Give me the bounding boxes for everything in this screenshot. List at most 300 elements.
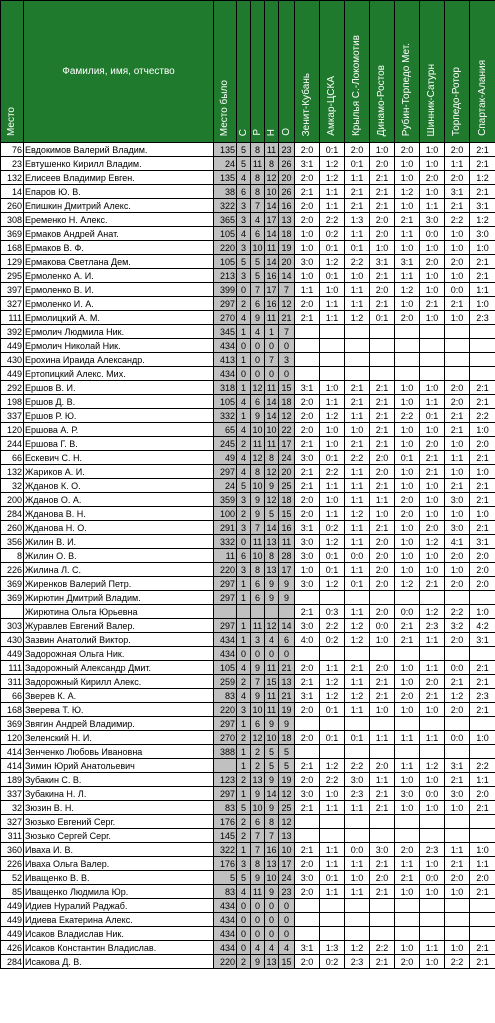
cell-prediction[interactable]: 1:0 bbox=[395, 563, 420, 577]
cell-prediction[interactable] bbox=[345, 591, 370, 605]
cell-prediction[interactable]: 1:0 bbox=[395, 521, 420, 535]
cell-prediction[interactable]: 2:1 bbox=[295, 437, 320, 451]
cell-place-was[interactable]: 135 bbox=[214, 171, 237, 185]
cell-s[interactable]: 2 bbox=[237, 297, 251, 311]
cell-r[interactable]: 2 bbox=[251, 745, 265, 759]
cell-prediction[interactable] bbox=[295, 745, 320, 759]
cell-n[interactable]: 11 bbox=[265, 381, 279, 395]
cell-prediction[interactable] bbox=[395, 927, 420, 941]
cell-name[interactable]: Епишкин Дмитрий Алекс. bbox=[24, 199, 214, 213]
cell-name[interactable]: Епаров Ю. В. bbox=[24, 185, 214, 199]
cell-o[interactable]: 6 bbox=[279, 633, 295, 647]
cell-prediction[interactable]: 2:0 bbox=[470, 787, 495, 801]
cell-o[interactable]: 24 bbox=[279, 451, 295, 465]
cell-name[interactable]: Жиренков Валерий Петр. bbox=[24, 577, 214, 591]
cell-prediction[interactable]: 1:0 bbox=[295, 563, 320, 577]
cell-prediction[interactable]: 1:1 bbox=[445, 157, 470, 171]
cell-r[interactable]: 8 bbox=[251, 143, 265, 157]
cell-prediction[interactable]: 2:1 bbox=[295, 759, 320, 773]
cell-prediction[interactable]: 3:1 bbox=[295, 941, 320, 955]
cell-s[interactable]: 3 bbox=[237, 213, 251, 227]
cell-prediction[interactable] bbox=[295, 717, 320, 731]
cell-n[interactable]: 11 bbox=[265, 437, 279, 451]
cell-prediction[interactable]: 1:0 bbox=[420, 507, 445, 521]
cell-o[interactable]: 20 bbox=[279, 465, 295, 479]
cell-prediction[interactable]: 1:1 bbox=[320, 661, 345, 675]
cell-r[interactable]: 0 bbox=[251, 899, 265, 913]
cell-prediction[interactable]: 1:1 bbox=[320, 885, 345, 899]
cell-prediction[interactable] bbox=[395, 591, 420, 605]
cell-s[interactable]: 1 bbox=[237, 633, 251, 647]
cell-name[interactable]: Жданова В. Н. bbox=[24, 507, 214, 521]
cell-place[interactable]: 308 bbox=[1, 213, 24, 227]
cell-n[interactable] bbox=[265, 605, 279, 619]
cell-prediction[interactable]: 2:0 bbox=[470, 577, 495, 591]
cell-s[interactable]: 4 bbox=[237, 451, 251, 465]
cell-n[interactable]: 10 bbox=[266, 872, 277, 883]
cell-n[interactable]: 13 bbox=[266, 956, 277, 967]
cell-prediction[interactable]: 0:1 bbox=[320, 241, 345, 255]
cell-name[interactable]: Жилин В. И. bbox=[24, 535, 214, 549]
cell-name[interactable]: Зюзько Евгений Серг. bbox=[24, 815, 214, 829]
cell-place[interactable]: 449 bbox=[1, 367, 24, 381]
cell-prediction[interactable]: 3:0 bbox=[295, 255, 320, 269]
cell-prediction[interactable]: 2:2 bbox=[320, 213, 345, 227]
cell-r[interactable]: 10 bbox=[252, 704, 263, 715]
cell-r[interactable]: 9 bbox=[251, 507, 265, 521]
cell-prediction[interactable]: 2:1 bbox=[470, 143, 495, 157]
cell-prediction[interactable] bbox=[445, 717, 470, 731]
cell-prediction[interactable] bbox=[370, 745, 395, 759]
cell-o[interactable]: 17 bbox=[279, 437, 295, 451]
cell-prediction[interactable]: 2:0 bbox=[445, 255, 470, 269]
cell-prediction[interactable]: 2:0 bbox=[370, 605, 395, 619]
cell-prediction[interactable]: 2:1 bbox=[370, 409, 395, 423]
cell-r[interactable]: 4 bbox=[251, 213, 265, 227]
cell-place-was[interactable]: 297 bbox=[214, 717, 237, 731]
cell-r[interactable]: 9 bbox=[251, 871, 265, 885]
cell-prediction[interactable]: 2:1 bbox=[420, 297, 445, 311]
cell-place-was[interactable]: 365 bbox=[214, 213, 237, 227]
cell-prediction[interactable] bbox=[395, 353, 420, 367]
cell-prediction[interactable] bbox=[295, 927, 320, 941]
cell-place-was[interactable]: 434 bbox=[214, 899, 237, 913]
cell-prediction[interactable] bbox=[470, 717, 495, 731]
cell-o[interactable]: 13 bbox=[279, 829, 295, 843]
cell-prediction[interactable]: 2:1 bbox=[370, 955, 395, 969]
cell-prediction[interactable]: 2:1 bbox=[370, 479, 395, 493]
cell-n[interactable]: 0 bbox=[265, 899, 279, 913]
cell-n[interactable]: 0 bbox=[265, 647, 279, 661]
cell-place-was[interactable]: 220 bbox=[214, 241, 237, 255]
cell-prediction[interactable] bbox=[395, 913, 420, 927]
cell-r[interactable]: 0 bbox=[251, 927, 265, 941]
cell-s[interactable]: 3 bbox=[237, 703, 251, 717]
cell-r[interactable]: 11 bbox=[251, 535, 265, 549]
cell-prediction[interactable] bbox=[320, 899, 345, 913]
cell-prediction[interactable]: 1:0 bbox=[295, 269, 320, 283]
cell-prediction[interactable] bbox=[445, 339, 470, 353]
cell-name[interactable]: Ермаков В. Ф. bbox=[24, 241, 214, 255]
cell-s[interactable]: 2 bbox=[237, 829, 251, 843]
cell-o[interactable]: 12 bbox=[279, 409, 295, 423]
cell-prediction[interactable]: 0:0 bbox=[445, 283, 470, 297]
cell-prediction[interactable]: 3:1 bbox=[445, 185, 470, 199]
cell-name[interactable]: Ертопицкий Алекс. Мих. bbox=[24, 367, 214, 381]
cell-prediction[interactable]: 2:1 bbox=[345, 381, 370, 395]
cell-prediction[interactable]: 2:1 bbox=[445, 199, 470, 213]
cell-prediction[interactable]: 1:1 bbox=[345, 563, 370, 577]
cell-prediction[interactable]: 2:1 bbox=[470, 885, 495, 899]
cell-prediction[interactable] bbox=[420, 913, 445, 927]
cell-prediction[interactable]: 2:1 bbox=[445, 773, 470, 787]
cell-prediction[interactable]: 2:1 bbox=[470, 157, 495, 171]
cell-place[interactable]: 360 bbox=[1, 843, 24, 857]
cell-prediction[interactable]: 2:0 bbox=[370, 577, 395, 591]
cell-n[interactable]: 14 bbox=[266, 410, 277, 421]
cell-o[interactable]: 18 bbox=[279, 493, 295, 507]
cell-prediction[interactable]: 2:0 bbox=[395, 507, 420, 521]
cell-prediction[interactable] bbox=[420, 325, 445, 339]
cell-prediction[interactable]: 1:0 bbox=[395, 703, 420, 717]
cell-r[interactable]: 7 bbox=[251, 675, 265, 689]
cell-prediction[interactable] bbox=[320, 717, 345, 731]
cell-o[interactable]: 5 bbox=[279, 745, 295, 759]
cell-prediction[interactable]: 2:0 bbox=[395, 311, 420, 325]
cell-s[interactable]: 1 bbox=[237, 591, 251, 605]
cell-n[interactable]: 14 bbox=[266, 228, 277, 239]
cell-prediction[interactable]: 2:0 bbox=[295, 885, 320, 899]
cell-prediction[interactable]: 2:1 bbox=[445, 857, 470, 871]
cell-prediction[interactable]: 1:0 bbox=[395, 395, 420, 409]
cell-prediction[interactable]: 3:0 bbox=[295, 787, 320, 801]
cell-prediction[interactable]: 1:0 bbox=[420, 885, 445, 899]
cell-o[interactable]: 0 bbox=[279, 367, 295, 381]
cell-prediction[interactable] bbox=[445, 913, 470, 927]
cell-prediction[interactable]: 0:2 bbox=[320, 521, 345, 535]
cell-prediction[interactable]: 1:1 bbox=[320, 479, 345, 493]
cell-place-was[interactable]: 135 bbox=[214, 143, 237, 157]
cell-prediction[interactable]: 1:2 bbox=[320, 759, 345, 773]
cell-n[interactable]: 1 bbox=[265, 325, 279, 339]
cell-prediction[interactable]: 1:0 bbox=[470, 241, 495, 255]
cell-s[interactable]: 1 bbox=[237, 759, 251, 773]
cell-r[interactable]: 9 bbox=[251, 787, 265, 801]
cell-prediction[interactable]: 1:1 bbox=[345, 493, 370, 507]
cell-prediction[interactable]: 2:1 bbox=[470, 255, 495, 269]
cell-prediction[interactable]: 1:0 bbox=[420, 241, 445, 255]
cell-place-was[interactable]: 434 bbox=[214, 647, 237, 661]
cell-prediction[interactable]: 0:1 bbox=[320, 871, 345, 885]
cell-o[interactable]: 14 bbox=[279, 269, 295, 283]
cell-place[interactable]: 337 bbox=[1, 409, 24, 423]
cell-name[interactable]: Иващенко Людмила Юр. bbox=[24, 885, 214, 899]
cell-prediction[interactable]: 1:2 bbox=[345, 689, 370, 703]
cell-s[interactable]: 3 bbox=[237, 199, 251, 213]
cell-prediction[interactable]: 0:3 bbox=[320, 605, 345, 619]
cell-place[interactable]: 52 bbox=[1, 871, 24, 885]
cell-prediction[interactable] bbox=[445, 927, 470, 941]
cell-r[interactable]: 9 bbox=[251, 409, 265, 423]
cell-name[interactable]: Ермолич Николай Ник. bbox=[24, 339, 214, 353]
header-match-3[interactable]: Крылья С.-Локомотив bbox=[345, 1, 370, 143]
cell-o[interactable]: 26 bbox=[279, 157, 295, 171]
cell-s[interactable]: 4 bbox=[237, 885, 251, 899]
cell-place-was[interactable] bbox=[214, 605, 237, 619]
cell-prediction[interactable]: 1:0 bbox=[470, 297, 495, 311]
header-place[interactable]: Место bbox=[1, 1, 24, 143]
cell-prediction[interactable]: 2:0 bbox=[295, 773, 320, 787]
cell-s[interactable]: 0 bbox=[237, 941, 251, 955]
cell-prediction[interactable]: 2:1 bbox=[445, 675, 470, 689]
cell-o[interactable]: 0 bbox=[279, 339, 295, 353]
cell-prediction[interactable] bbox=[470, 367, 495, 381]
cell-o[interactable]: 13 bbox=[279, 675, 295, 689]
cell-s[interactable]: 4 bbox=[237, 227, 251, 241]
cell-s[interactable]: 5 bbox=[237, 871, 251, 885]
cell-place[interactable]: 449 bbox=[1, 899, 24, 913]
cell-prediction[interactable]: 2:0 bbox=[295, 507, 320, 521]
cell-prediction[interactable]: 1:2 bbox=[320, 535, 345, 549]
cell-prediction[interactable]: 3:0 bbox=[295, 619, 320, 633]
header-match-4[interactable]: Динамо-Ростов bbox=[370, 1, 395, 143]
cell-place[interactable]: 85 bbox=[1, 885, 24, 899]
cell-s[interactable]: 2 bbox=[237, 731, 251, 745]
cell-o[interactable]: 17 bbox=[279, 857, 295, 871]
cell-s[interactable]: 4 bbox=[237, 689, 251, 703]
cell-place-was[interactable]: 434 bbox=[214, 941, 237, 955]
cell-prediction[interactable]: 2:1 bbox=[295, 675, 320, 689]
cell-prediction[interactable]: 1:0 bbox=[420, 157, 445, 171]
cell-o[interactable]: 12 bbox=[279, 787, 295, 801]
cell-name[interactable]: Иващенко В. В. bbox=[24, 871, 214, 885]
cell-prediction[interactable] bbox=[345, 829, 370, 843]
cell-prediction[interactable] bbox=[320, 367, 345, 381]
cell-prediction[interactable]: 1:0 bbox=[295, 227, 320, 241]
cell-name[interactable]: Жирютина Ольга Юрьевна bbox=[24, 605, 214, 619]
cell-name[interactable]: Ермоленко И. А. bbox=[24, 297, 214, 311]
cell-prediction[interactable]: 1:2 bbox=[395, 577, 420, 591]
cell-r[interactable]: 0 bbox=[251, 353, 265, 367]
cell-place-was[interactable]: 434 bbox=[214, 927, 237, 941]
cell-prediction[interactable]: 1:1 bbox=[395, 759, 420, 773]
cell-n[interactable]: 11 bbox=[265, 241, 279, 255]
cell-prediction[interactable]: 1:0 bbox=[395, 675, 420, 689]
cell-s[interactable]: 6 bbox=[237, 185, 251, 199]
cell-o[interactable]: 21 bbox=[279, 311, 295, 325]
cell-n[interactable]: 9 bbox=[265, 591, 279, 605]
cell-n[interactable]: 16 bbox=[266, 298, 277, 309]
cell-n[interactable]: 11 bbox=[265, 661, 279, 675]
cell-prediction[interactable]: 2:1 bbox=[370, 675, 395, 689]
cell-s[interactable]: 5 bbox=[237, 479, 251, 493]
cell-r[interactable]: 9 bbox=[251, 689, 265, 703]
cell-prediction[interactable]: 2:1 bbox=[470, 395, 495, 409]
cell-r[interactable]: 6 bbox=[251, 815, 265, 829]
cell-s[interactable]: 0 bbox=[237, 339, 251, 353]
cell-n[interactable]: 13 bbox=[266, 858, 277, 869]
cell-r[interactable]: 6 bbox=[251, 297, 265, 311]
cell-place-was[interactable]: 176 bbox=[214, 815, 237, 829]
cell-prediction[interactable]: 1:0 bbox=[470, 605, 495, 619]
cell-place-was[interactable]: 220 bbox=[214, 563, 237, 577]
cell-prediction[interactable] bbox=[320, 829, 345, 843]
cell-place[interactable]: 449 bbox=[1, 913, 24, 927]
cell-n[interactable]: 17 bbox=[266, 214, 277, 225]
cell-prediction[interactable]: 1:1 bbox=[445, 451, 470, 465]
cell-place[interactable]: 426 bbox=[1, 941, 24, 955]
cell-place[interactable]: 369 bbox=[1, 591, 24, 605]
cell-prediction[interactable]: 3:1 bbox=[295, 521, 320, 535]
cell-name[interactable]: Идиев Нуралий Раджаб. bbox=[24, 899, 214, 913]
cell-prediction[interactable] bbox=[295, 899, 320, 913]
cell-prediction[interactable] bbox=[445, 353, 470, 367]
cell-n[interactable]: 13 bbox=[266, 536, 277, 547]
cell-prediction[interactable] bbox=[370, 829, 395, 843]
cell-place[interactable]: 120 bbox=[1, 423, 24, 437]
cell-prediction[interactable]: 1:1 bbox=[345, 283, 370, 297]
cell-prediction[interactable]: 1:2 bbox=[320, 689, 345, 703]
cell-name[interactable]: Ерохина Ираида Александр. bbox=[24, 353, 214, 367]
cell-prediction[interactable]: 3:1 bbox=[395, 255, 420, 269]
cell-prediction[interactable]: 2:1 bbox=[470, 703, 495, 717]
cell-place[interactable]: 189 bbox=[1, 773, 24, 787]
cell-prediction[interactable]: 1:0 bbox=[320, 283, 345, 297]
cell-prediction[interactable]: 1:0 bbox=[445, 507, 470, 521]
cell-prediction[interactable]: 1:0 bbox=[470, 465, 495, 479]
cell-s[interactable]: 4 bbox=[237, 661, 251, 675]
cell-n[interactable]: 5 bbox=[265, 745, 279, 759]
cell-prediction[interactable] bbox=[370, 717, 395, 731]
cell-prediction[interactable]: 0:1 bbox=[320, 143, 345, 157]
cell-prediction[interactable]: 3:0 bbox=[445, 787, 470, 801]
cell-name[interactable]: Ермоленко В. И. bbox=[24, 283, 214, 297]
cell-place-was[interactable]: 83 bbox=[214, 801, 237, 815]
cell-prediction[interactable]: 2:1 bbox=[420, 689, 445, 703]
cell-o[interactable]: 14 bbox=[279, 619, 295, 633]
header-match-5[interactable]: Рубин-Торпедо Мет. bbox=[395, 1, 420, 143]
cell-s[interactable]: 2 bbox=[237, 507, 251, 521]
cell-prediction[interactable]: 0:0 bbox=[345, 549, 370, 563]
cell-prediction[interactable]: 1:0 bbox=[420, 143, 445, 157]
cell-r[interactable]: 0 bbox=[251, 913, 265, 927]
cell-prediction[interactable]: 1:1 bbox=[370, 773, 395, 787]
cell-prediction[interactable]: 1:1 bbox=[345, 605, 370, 619]
cell-prediction[interactable] bbox=[445, 647, 470, 661]
cell-s[interactable]: 3 bbox=[237, 521, 251, 535]
cell-prediction[interactable] bbox=[395, 899, 420, 913]
cell-prediction[interactable] bbox=[320, 927, 345, 941]
cell-o[interactable]: 15 bbox=[279, 381, 295, 395]
cell-prediction[interactable]: 1:0 bbox=[420, 185, 445, 199]
cell-place[interactable]: 132 bbox=[1, 465, 24, 479]
cell-prediction[interactable] bbox=[420, 353, 445, 367]
cell-prediction[interactable]: 2:1 bbox=[470, 479, 495, 493]
cell-n[interactable]: 0 bbox=[265, 367, 279, 381]
cell-prediction[interactable]: 1:0 bbox=[420, 801, 445, 815]
cell-o[interactable]: 25 bbox=[279, 479, 295, 493]
cell-prediction[interactable] bbox=[370, 913, 395, 927]
cell-prediction[interactable]: 1:0 bbox=[420, 423, 445, 437]
cell-prediction[interactable]: 1:0 bbox=[395, 241, 420, 255]
cell-n[interactable]: 10 bbox=[266, 424, 277, 435]
cell-n[interactable]: 14 bbox=[266, 788, 277, 799]
cell-o[interactable]: 19 bbox=[279, 703, 295, 717]
cell-s[interactable]: 2 bbox=[237, 773, 251, 787]
cell-name[interactable]: Елисеев Владимир Евген. bbox=[24, 171, 214, 185]
cell-r[interactable]: 2 bbox=[251, 759, 265, 773]
cell-s[interactable] bbox=[237, 605, 251, 619]
cell-r[interactable]: 4 bbox=[251, 325, 265, 339]
cell-prediction[interactable]: 2:0 bbox=[370, 535, 395, 549]
cell-prediction[interactable]: 1:1 bbox=[395, 227, 420, 241]
cell-prediction[interactable]: 1:2 bbox=[320, 675, 345, 689]
cell-prediction[interactable]: 2:0 bbox=[470, 871, 495, 885]
cell-s[interactable]: 1 bbox=[237, 619, 251, 633]
cell-prediction[interactable] bbox=[295, 325, 320, 339]
cell-prediction[interactable] bbox=[470, 815, 495, 829]
cell-prediction[interactable]: 1:0 bbox=[395, 465, 420, 479]
cell-prediction[interactable]: 3:0 bbox=[445, 521, 470, 535]
cell-r[interactable]: 9 bbox=[251, 955, 265, 969]
cell-r[interactable]: 12 bbox=[252, 732, 263, 743]
cell-r[interactable]: 0 bbox=[251, 647, 265, 661]
header-match-7[interactable]: Торпедо-Ротор bbox=[445, 1, 470, 143]
cell-prediction[interactable]: 0:1 bbox=[320, 269, 345, 283]
cell-prediction[interactable] bbox=[420, 815, 445, 829]
cell-place[interactable]: 397 bbox=[1, 283, 24, 297]
cell-n[interactable]: 17 bbox=[266, 284, 277, 295]
cell-prediction[interactable]: 3:1 bbox=[470, 633, 495, 647]
cell-prediction[interactable]: 0:1 bbox=[320, 703, 345, 717]
cell-s[interactable]: 0 bbox=[237, 535, 251, 549]
cell-s[interactable]: 3 bbox=[237, 857, 251, 871]
cell-place[interactable]: 311 bbox=[1, 675, 24, 689]
cell-name[interactable]: Зенченко Любовь Ивановна bbox=[24, 745, 214, 759]
cell-prediction[interactable]: 2:0 bbox=[295, 409, 320, 423]
cell-place-was[interactable]: 359 bbox=[214, 493, 237, 507]
cell-prediction[interactable]: 1:1 bbox=[395, 731, 420, 745]
cell-r[interactable]: 6 bbox=[251, 227, 265, 241]
cell-prediction[interactable]: 2:0 bbox=[445, 577, 470, 591]
cell-prediction[interactable]: 2:0 bbox=[370, 661, 395, 675]
cell-o[interactable]: 18 bbox=[279, 227, 295, 241]
cell-s[interactable]: 0 bbox=[237, 899, 251, 913]
cell-n[interactable]: 11 bbox=[265, 703, 279, 717]
cell-place[interactable]: 226 bbox=[1, 563, 24, 577]
cell-n[interactable]: 8 bbox=[265, 549, 279, 563]
cell-name[interactable]: Евдокимов Валерий Владим. bbox=[24, 143, 214, 157]
cell-name[interactable]: Зубакина Н. Л. bbox=[24, 787, 214, 801]
cell-r[interactable]: 8 bbox=[251, 563, 265, 577]
cell-r[interactable]: 6 bbox=[251, 591, 265, 605]
cell-prediction[interactable]: 0:2 bbox=[320, 955, 345, 969]
cell-prediction[interactable]: 2:1 bbox=[370, 857, 395, 871]
cell-prediction[interactable]: 2:0 bbox=[370, 465, 395, 479]
cell-prediction[interactable]: 2:3 bbox=[420, 619, 445, 633]
cell-prediction[interactable]: 1:1 bbox=[370, 731, 395, 745]
cell-prediction[interactable] bbox=[395, 647, 420, 661]
cell-prediction[interactable]: 2:0 bbox=[295, 395, 320, 409]
cell-prediction[interactable]: 2:1 bbox=[445, 423, 470, 437]
cell-o[interactable]: 10 bbox=[279, 843, 295, 857]
cell-place[interactable]: 327 bbox=[1, 815, 24, 829]
cell-o[interactable]: 11 bbox=[279, 535, 295, 549]
cell-place[interactable]: 198 bbox=[1, 395, 24, 409]
cell-prediction[interactable]: 1:0 bbox=[320, 381, 345, 395]
cell-n[interactable]: 14 bbox=[266, 396, 277, 407]
cell-place[interactable]: 32 bbox=[1, 479, 24, 493]
